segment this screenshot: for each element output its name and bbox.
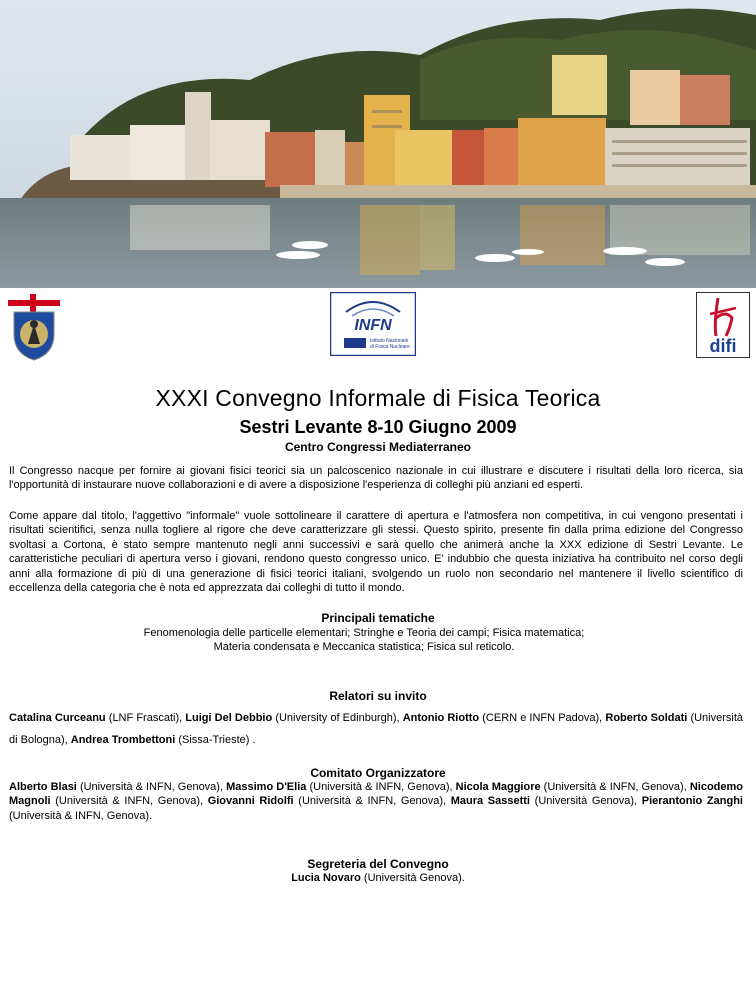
relatore-name: Roberto Soldati — [605, 712, 688, 724]
relatori-heading: Relatori su invito — [329, 689, 427, 703]
intro-paragraph-1: Il Congresso nacque per fornire ai giovani fisici teorici sia un palcoscenico nazionale in cui illustrare e discutere i risultati della loro ricerca, sia l'opportunità di instaurare nuove collaborazioni e di avere a disposizione l'esperienza di colleghi più anziani ed esperti. — [9, 465, 743, 492]
comitato-aff: (Università & INFN, Genova). — [9, 809, 153, 822]
banner-photo — [0, 0, 756, 288]
relatore-aff: (University of Edinburgh), — [272, 712, 403, 724]
comitato-name: Maura Sassetti — [450, 795, 530, 808]
comitato-aff: (Università Genova), — [530, 795, 642, 808]
comitato-aff: (Università & INFN, Genova), — [306, 781, 456, 793]
infn-sub1: Istituto Nazionale — [370, 338, 409, 344]
segreteria-name: Lucia Novaro — [291, 872, 361, 884]
venue: Centro Congressi Mediaterraneo — [284, 440, 472, 454]
comitato-name: Alberto Blasi — [9, 781, 77, 793]
comitato-aff: (Università & INFN, Genova), — [76, 781, 227, 793]
difi-logo — [696, 292, 750, 358]
comitato-aff: (Università & INFN, Genova), — [540, 781, 690, 793]
regione-liguria-logo — [6, 294, 62, 362]
intro-paragraph-2: Come appare dal titolo, l'aggettivo "informale" vuole sottolineare il carattere di apertura e l'atmosfera non competitiva, in cui vengono presentati i risultati scientifici, senza nulla togliere al rigore che deve caratterizzare gli stessi. Questo spirito, presente fin dalla prima edizione del Congresso svoltasi a Cortona, è stato sempre mantenuto negli anni successivi e sarà quello che animerà anche la XXX edizione di Sestri Levante. Le caratteristiche peculiari di apertura verso i giovani, rendono questo congresso unico. E' indubbio che questa iniziativa ha contribuito nel corso degli anni alla formazione di più di una generazione di fisici teorici italiani, svolgendo un ruolo non secondario nel mantenere il livello scientifico di eccellenza della categoria che è nota ed apprezzata dai colleghi di tutto il mondo. — [9, 510, 743, 595]
relatore-name: Antonio Riotto — [402, 712, 480, 724]
tematiche-heading: Principali tematiche — [321, 611, 435, 625]
page-title: XXXI Convegno Informale di Fisica Teorica — [155, 385, 601, 411]
relatore-aff: (CERN e INFN Padova), — [479, 712, 606, 724]
comitato-name: Massimo D'Elia — [226, 781, 307, 793]
tematiche-line-2: Materia condensata e Meccanica statistica; Fisica sul reticolo. — [213, 641, 515, 654]
comitato-aff: (Università & INFN, Genova), — [293, 795, 451, 808]
comitato-heading: Comitato Organizzatore — [310, 766, 446, 780]
segreteria-contact — [0, 872, 756, 884]
comitato-name: Nicodemo Magnoli — [9, 781, 744, 808]
infn-text: INFN — [354, 317, 392, 334]
comitato-name: Pierantonio Zanghi — [641, 795, 743, 808]
segreteria-aff: (Università Genova). — [360, 872, 465, 884]
page-subtitle: Sestri Levante 8-10 Giugno 2009 — [239, 417, 517, 437]
relatore-name: Luigi Del Debbio — [185, 712, 273, 724]
comitato-name: Nicola Maggiore — [455, 781, 541, 793]
infn-logo — [330, 292, 416, 356]
segreteria-heading: Segreteria del Convegno — [307, 857, 449, 871]
relatori-list — [9, 708, 743, 751]
relatore-aff: (Università di Bologna), — [9, 712, 744, 746]
relatore-name: Catalina Curceanu — [9, 712, 106, 724]
tematiche-list — [0, 626, 742, 655]
comitato-aff: (Università & INFN, Genova), — [50, 795, 208, 808]
relatore-aff: (Sissa-Trieste) . — [175, 733, 256, 746]
infn-sub2: di Fisica Nucleare — [370, 344, 410, 350]
tematiche-line-1: Fenomenologia delle particelle elementari; Stringhe e Teoria dei campi; Fisica matematica; — [143, 627, 585, 639]
relatore-aff: (LNF Frascati), — [105, 712, 186, 724]
difi-text: difi — [709, 336, 737, 356]
comitato-name: Giovanni Ridolfi — [207, 795, 294, 808]
comitato-list — [9, 780, 743, 823]
relatore-name: Andrea Trombettoni — [70, 733, 176, 746]
